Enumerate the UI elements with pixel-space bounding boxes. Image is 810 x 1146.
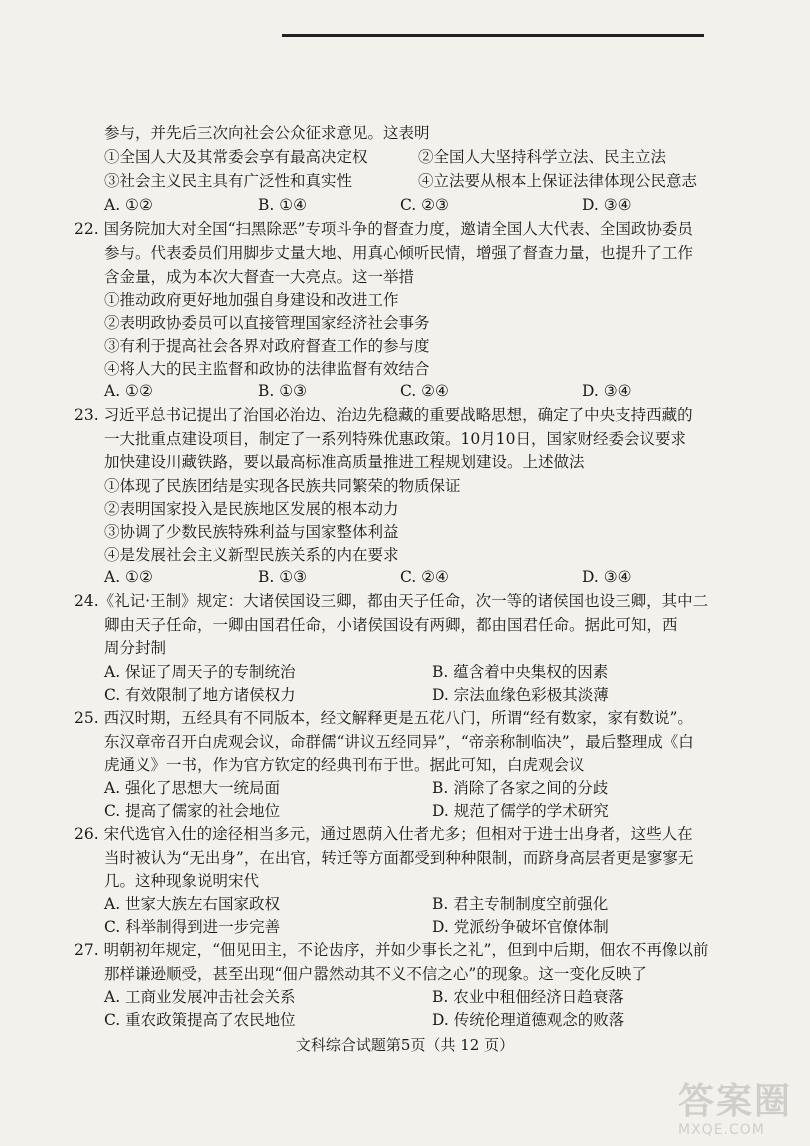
watermark-url: MXQE.COM: [678, 1122, 765, 1138]
q23-line-2: 一大批重点建设项目，制定了一系列特殊优惠政策。10月10日，国家财经委会议要求: [104, 430, 686, 448]
top-rule: [282, 34, 704, 37]
q25-line-1: 25. 西汉时期，五经具有不同版本，经文解释更是五花八门，所谓“经有数家，家有数说”。: [74, 709, 693, 727]
q26-option-d: D. 党派纷争破坏官僚体制: [432, 918, 609, 936]
q21-statement-2: ②全国人大坚持科学立法、民主立法: [418, 148, 667, 166]
q21-statement-1: ①全国人大及其常委会享有最高决定权: [104, 148, 368, 166]
q22-line-1: 22. 国务院加大对全国“扫黑除恶”专项斗争的督查力度，邀请全国人大代表、全国政协委员: [74, 220, 693, 238]
q21-stem: 参与，并先后三次向社会公众征求意见。这表明: [104, 124, 430, 142]
q26-line-1: 26. 宋代选官入仕的途径相当多元，通过恩荫入仕者尤多；但相对于进士出身者，这些人在: [74, 825, 693, 843]
q24-line-3: 周分封制: [104, 639, 167, 657]
q26-option-c: C. 科举制得到进一步完善: [104, 918, 281, 936]
q25-option-d: D. 规范了儒学的学术研究: [432, 802, 609, 820]
watermark-text: 答案圈: [678, 1081, 793, 1122]
watermark-logo: [678, 1082, 802, 1138]
q23-option-a: A. ①②: [104, 568, 153, 586]
q23-statement-2: ②表明国家投入是民族地区发展的根本动力: [104, 500, 399, 518]
q24-line-1: 24.《礼记·王制》规定：大诸侯国设三卿，都由天子任命，次一等的诸侯国也设三卿，其中二: [74, 592, 709, 610]
q27-line-1: 27. 明朝初年规定，“佃见田主，不论齿序，并如少事长之礼”，但到中后期，佃农不再像以前: [74, 941, 709, 959]
q27-line-2: 那样谦逊顺受，甚至出现“佃户嚣然动其不义不信之心”的现象。这一变化反映了: [104, 965, 647, 983]
q24-line-2: 卿由天子任命，一卿由国君任命，小诸侯国设有两卿，都由国君任命。据此可知，西: [104, 616, 678, 634]
q24-option-b: B. 蕴含着中央集权的因素: [432, 663, 609, 681]
q27-option-d: D. 传统伦理道德观念的败落: [432, 1011, 625, 1029]
q22-statement-1: ①推动政府更好地加强自身建设和改进工作: [104, 291, 399, 309]
page-footer: 文科综合试题第5页（共 12 页）: [295, 1036, 515, 1054]
q26-line-2: 当时被认为“无出身”，在出官，转迁等方面都受到种种限制，而跻身高层者更是寥寥无: [104, 849, 694, 867]
q22-option-d: D. ③④: [582, 382, 632, 400]
q24-option-a: A. 保证了周天子的专制统治: [104, 663, 296, 681]
q27-option-b: B. 农业中租佃经济日趋衰落: [432, 988, 624, 1006]
q23-line-1: 23. 习近平总书记提出了治国必治边、治边先稳藏的重要战略思想，确定了中央支持西藏的: [74, 406, 693, 424]
q25-option-c: C. 提高了儒家的社会地位: [104, 802, 281, 820]
q23-statement-1: ①体现了民族团结是实现各民族共同繁荣的物质保证: [104, 477, 461, 495]
q24-option-c: C. 有效限制了地方诸侯权力: [104, 686, 296, 704]
q26-option-b: B. 君主专制制度空前强化: [432, 895, 609, 913]
q22-option-c: C. ②④: [400, 382, 449, 400]
q22-option-b: B. ①③: [258, 382, 308, 400]
q23-statement-4: ④是发展社会主义新型民族关系的内在要求: [104, 546, 399, 564]
q21-statement-3: ③社会主义民主具有广泛性和真实性: [104, 172, 353, 190]
q23-statement-3: ③协调了少数民族特殊利益与国家整体利益: [104, 523, 399, 541]
q22-statement-2: ②表明政协委员可以直接管理国家经济社会事务: [104, 314, 430, 332]
q21-statement-4: ④立法要从根本上保证法律体现公民意志: [418, 172, 698, 190]
q21-option-b: B. ①④: [258, 196, 308, 214]
q26-line-3: 几。这种现象说明宋代: [104, 872, 260, 890]
q22-statement-3: ③有利于提高社会各界对政府督查工作的参与度: [104, 337, 430, 355]
q22-line-3: 含金量，成为本次大督查一大亮点。这一举措: [104, 268, 415, 286]
q25-line-2: 东汉章帝召开白虎观会议，命群儒“讲议五经同异”，“帝亲称制临决”，最后整理成《白: [104, 733, 694, 751]
q22-statement-4: ④将人大的民主监督和政协的法律监督有效结合: [104, 360, 430, 378]
q23-option-c: C. ②④: [400, 568, 449, 586]
q21-option-a: A. ①②: [104, 196, 153, 214]
q25-option-a: A. 强化了思想大一统局面: [104, 779, 281, 797]
q22-option-a: A. ①②: [104, 382, 153, 400]
q21-option-d: D. ③④: [582, 196, 632, 214]
q22-line-2: 参与。代表委员们用脚步丈量大地、用真心倾听民情，增强了督查力量，也提升了工作: [104, 244, 694, 262]
q25-line-3: 虎通义》一书，作为官方钦定的经典刊布于世。据此可知，白虎观会议: [104, 756, 585, 774]
q27-option-a: A. 工商业发展冲击社会关系: [104, 988, 296, 1006]
q21-option-c: C. ②③: [400, 196, 449, 214]
q23-option-d: D. ③④: [582, 568, 632, 586]
q24-option-d: D. 宗法血缘色彩极其淡薄: [432, 686, 609, 704]
q25-option-b: B. 消除了各家之间的分歧: [432, 779, 609, 797]
q23-line-3: 加快建设川藏铁路，要以最高标准高质量推进工程规划建设。上述做法: [104, 453, 585, 471]
q26-option-a: A. 世家大族左右国家政权: [104, 895, 281, 913]
q23-option-b: B. ①③: [258, 568, 308, 586]
q27-option-c: C. 重农政策提高了农民地位: [104, 1011, 296, 1029]
